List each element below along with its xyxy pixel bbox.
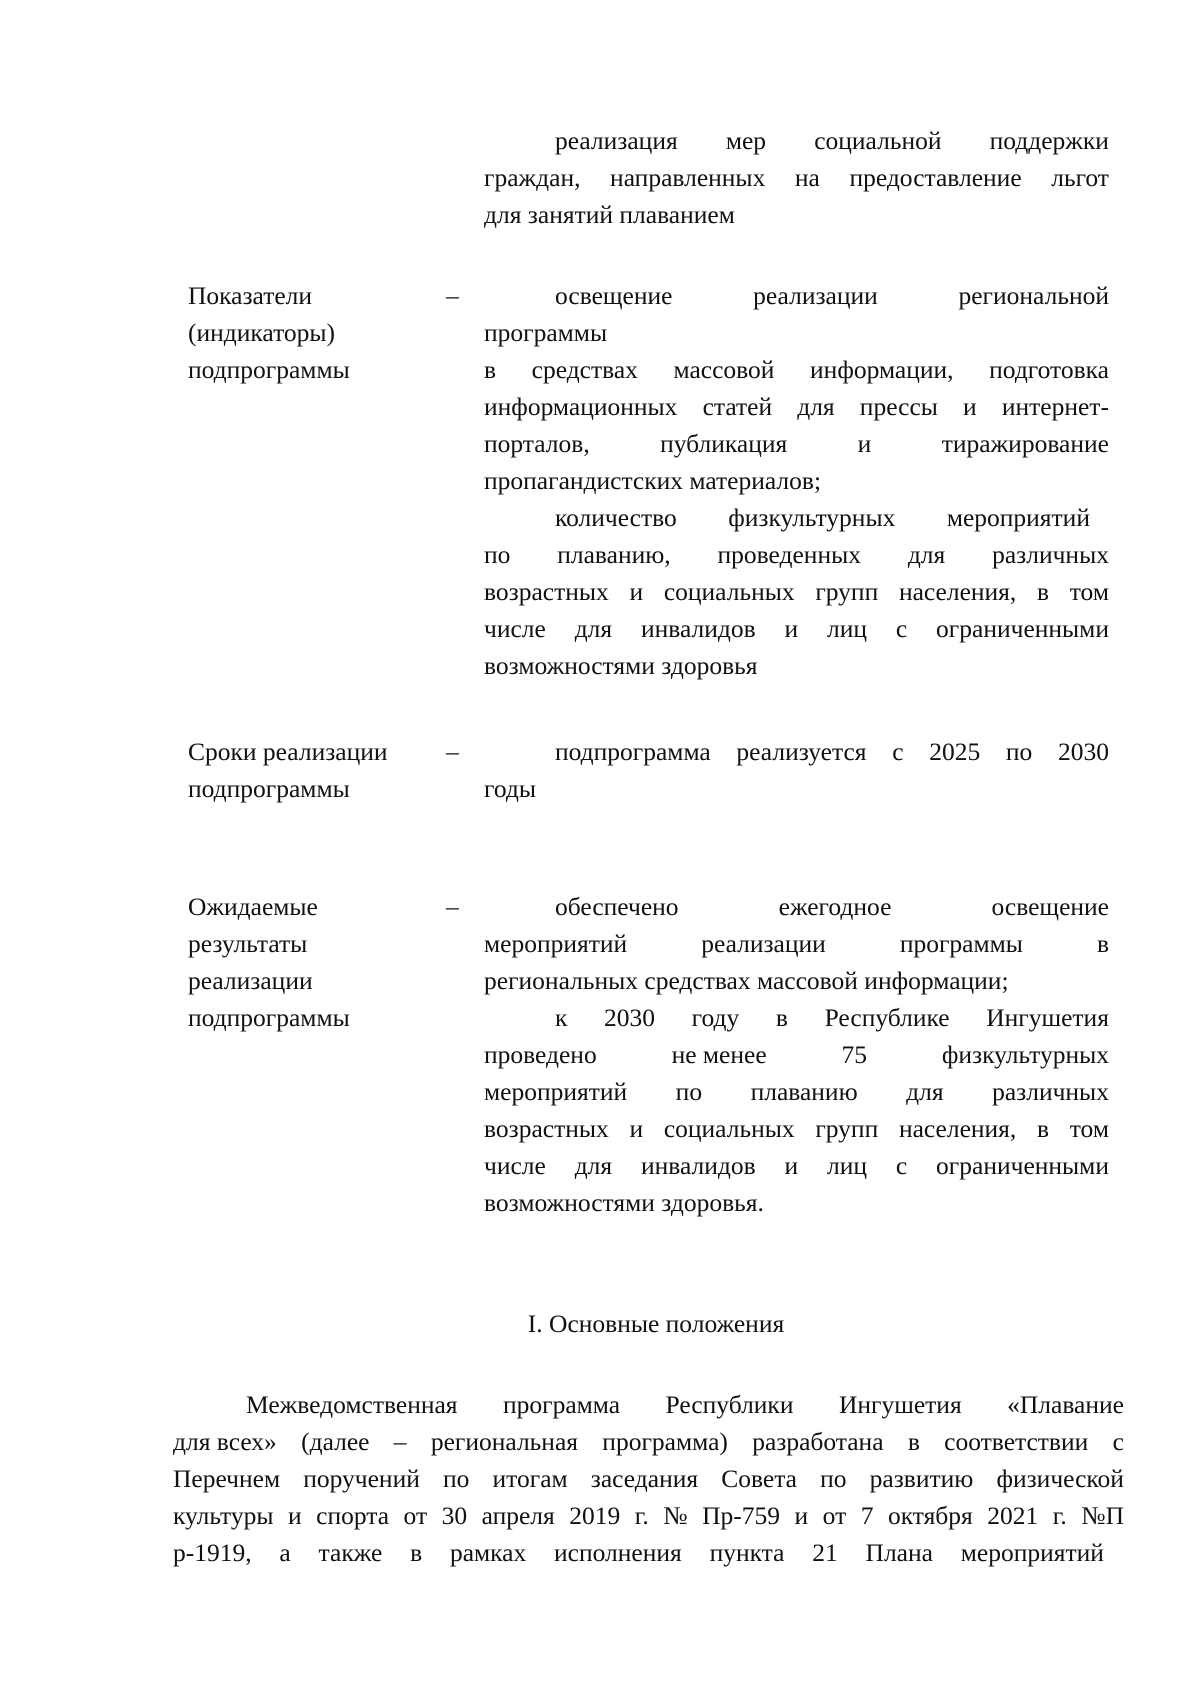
word: и xyxy=(963,392,977,421)
word: возрастных xyxy=(484,1114,609,1143)
word: по xyxy=(1005,737,1033,766)
text-line xyxy=(555,277,1109,314)
word: подпрограмма xyxy=(555,737,711,766)
word: с xyxy=(1112,1427,1124,1456)
word: соответствии xyxy=(944,1427,1089,1456)
word: №П xyxy=(1081,1501,1124,1530)
word: инвалидов xyxy=(640,1151,756,1180)
word: по xyxy=(443,1464,470,1493)
word: заседания xyxy=(590,1464,699,1493)
word: реализации xyxy=(701,929,826,958)
word: а xyxy=(279,1538,291,1567)
word: 2025 xyxy=(929,737,981,766)
paragraph-line xyxy=(173,1460,1124,1497)
word: не менее xyxy=(671,1040,767,1069)
word: октября xyxy=(887,1501,973,1530)
word: с xyxy=(895,614,908,643)
results-label: Ожидаемые xyxy=(188,892,318,921)
word: поручений xyxy=(303,1464,420,1493)
word: статей xyxy=(702,392,773,421)
word: количество xyxy=(555,503,677,532)
word: региональной xyxy=(958,281,1109,310)
word: Межведомственная xyxy=(246,1390,458,1419)
word: социальной xyxy=(814,126,942,155)
word: – xyxy=(393,1427,407,1456)
word: региональная xyxy=(430,1427,578,1456)
word: реализация xyxy=(555,126,678,155)
word: «Плавание xyxy=(1007,1390,1124,1419)
word: различных xyxy=(992,1077,1109,1106)
word: и xyxy=(857,429,872,458)
text-line xyxy=(484,388,1109,425)
text-line xyxy=(484,925,1109,962)
section-heading: I. Основные положения xyxy=(527,1309,785,1338)
word: в xyxy=(484,355,497,384)
word: социальных xyxy=(663,577,795,606)
word: ограниченными xyxy=(936,1151,1109,1180)
text-line xyxy=(484,1147,1109,1184)
word: 75 xyxy=(841,1040,868,1069)
word: и xyxy=(784,614,799,643)
text-line xyxy=(484,573,1109,610)
word: Республики xyxy=(665,1390,794,1419)
paragraph-line xyxy=(173,1534,1104,1571)
word: в xyxy=(1037,1114,1050,1143)
word: предоставление xyxy=(849,163,1022,192)
word: лиц xyxy=(827,614,868,643)
word: исполнения xyxy=(554,1538,682,1567)
word: от xyxy=(403,1501,428,1530)
word: направленных xyxy=(610,163,766,192)
word: Ингушетия xyxy=(986,1003,1109,1032)
word: физической xyxy=(996,1464,1124,1493)
word: рамках xyxy=(449,1538,527,1567)
text-line: пропагандистских материалов; xyxy=(484,466,822,495)
word: том xyxy=(1069,1114,1109,1143)
word: г. xyxy=(634,1501,649,1530)
word: средствах xyxy=(531,355,638,384)
word: и xyxy=(794,1501,809,1530)
text-line xyxy=(484,536,1109,573)
word: и xyxy=(287,1501,302,1530)
word: поддержки xyxy=(989,126,1109,155)
text-line xyxy=(484,1073,1109,1110)
word: в xyxy=(410,1538,423,1567)
word: социальных xyxy=(663,1114,795,1143)
word: от xyxy=(822,1501,847,1530)
word: реализации xyxy=(753,281,878,310)
word: мероприятий xyxy=(960,1538,1104,1567)
word: различных xyxy=(992,540,1109,569)
word: по xyxy=(484,540,511,569)
word: групп xyxy=(815,1114,879,1143)
text-line xyxy=(555,733,1109,770)
word: культуры xyxy=(173,1501,274,1530)
paragraph-line xyxy=(246,1386,1124,1423)
word: и xyxy=(629,577,644,606)
word: итогам xyxy=(492,1464,568,1493)
word: для xyxy=(574,1151,613,1180)
word: массовой xyxy=(673,355,775,384)
paragraph-line xyxy=(173,1497,1124,1534)
dash-separator: – xyxy=(446,737,459,766)
text-line xyxy=(555,122,1109,159)
word: мероприятий xyxy=(484,1077,628,1106)
word: групп xyxy=(815,577,879,606)
word: пункта xyxy=(709,1538,785,1567)
word: числе xyxy=(484,614,546,643)
word: реализуется xyxy=(736,737,867,766)
word: граждан, xyxy=(484,163,581,192)
word: для xyxy=(797,392,835,421)
word: прессы xyxy=(859,392,938,421)
indicators-label: (индикаторы) xyxy=(188,318,335,347)
word: проведено xyxy=(484,1040,597,1069)
word: тиражирование xyxy=(941,429,1109,458)
text-line: годы xyxy=(484,774,536,803)
word: Совета xyxy=(721,1464,797,1493)
word: по xyxy=(820,1464,847,1493)
word: в xyxy=(1037,577,1050,606)
text-line xyxy=(555,499,1090,536)
word: на xyxy=(794,163,820,192)
text-line xyxy=(484,425,1109,462)
word: интернет- xyxy=(1001,392,1109,421)
word: в xyxy=(1096,929,1109,958)
word: и xyxy=(629,1114,644,1143)
text-line xyxy=(484,1036,1109,1073)
word: спорта xyxy=(316,1501,390,1530)
word: плаванию, xyxy=(557,540,671,569)
word: программа) xyxy=(602,1427,728,1456)
word: 30 xyxy=(441,1501,468,1530)
text-line: возможностями здоровья. xyxy=(484,1188,764,1217)
terms-label: подпрограммы xyxy=(188,774,350,803)
word: мероприятий xyxy=(946,503,1090,532)
word: инвалидов xyxy=(640,614,756,643)
word: ежегодное xyxy=(778,892,892,921)
word: для xyxy=(907,540,946,569)
word: р-1919, xyxy=(173,1538,252,1567)
word: 2021 xyxy=(987,1501,1039,1530)
word: Перечнем xyxy=(173,1464,281,1493)
word: подготовка xyxy=(989,355,1109,384)
word: 2030 xyxy=(604,1003,656,1032)
word: возрастных xyxy=(484,577,609,606)
word: лиц xyxy=(827,1151,868,1180)
word: публикация xyxy=(660,429,788,458)
word: для xyxy=(574,614,613,643)
text-line xyxy=(484,159,1109,196)
word: информации, xyxy=(810,355,954,384)
dash-separator: – xyxy=(446,892,459,921)
word: порталов, xyxy=(484,429,590,458)
word: плаванию xyxy=(750,1077,858,1106)
indicators-label: подпрограммы xyxy=(188,355,350,384)
word: мероприятий xyxy=(484,929,628,958)
word: также xyxy=(318,1538,383,1567)
word: освещение xyxy=(991,892,1109,921)
word: разработана xyxy=(752,1427,884,1456)
word: № xyxy=(663,1501,688,1530)
word: физкультурных xyxy=(941,1040,1109,1069)
word: году xyxy=(691,1003,740,1032)
word: 2030 xyxy=(1057,737,1109,766)
text-line xyxy=(484,610,1109,647)
word: населения, xyxy=(898,577,1017,606)
terms-label: Сроки реализации xyxy=(188,737,388,766)
text-line xyxy=(555,888,1109,925)
word: программа xyxy=(503,1390,621,1419)
word: числе xyxy=(484,1151,546,1180)
word: по xyxy=(675,1077,703,1106)
results-label: реализации xyxy=(188,966,313,995)
word: проведенных xyxy=(717,540,861,569)
word: г. xyxy=(1052,1501,1067,1530)
text-line xyxy=(555,999,1109,1036)
word: в xyxy=(775,1003,788,1032)
word: том xyxy=(1069,577,1109,606)
word: и xyxy=(784,1151,799,1180)
word: Пр-759 xyxy=(702,1501,780,1530)
word: развитию xyxy=(869,1464,974,1493)
word: физкультурных xyxy=(728,503,896,532)
word: 21 xyxy=(812,1538,838,1567)
word: программы xyxy=(899,929,1023,958)
word: с xyxy=(895,1151,908,1180)
text-line: для занятий плаванием xyxy=(484,200,735,229)
word: льгот xyxy=(1051,163,1109,192)
text-line: возможностями здоровья xyxy=(484,651,758,680)
word: в xyxy=(907,1427,920,1456)
results-label: результаты xyxy=(188,929,308,958)
dash-separator: – xyxy=(446,281,459,310)
text-line xyxy=(484,1110,1109,1147)
word: информационных xyxy=(484,392,678,421)
indicators-label: Показатели xyxy=(188,281,313,310)
paragraph-line xyxy=(173,1423,1124,1460)
word: освещение xyxy=(555,281,673,310)
word: 7 xyxy=(860,1501,874,1530)
text-line: программы xyxy=(484,318,608,347)
word: обеспечено xyxy=(555,892,679,921)
text-line: региональных средствах массовой информации; xyxy=(484,966,1009,995)
word: для всех» xyxy=(173,1427,277,1456)
word: ограниченными xyxy=(936,614,1109,643)
word: для xyxy=(906,1077,944,1106)
word: мер xyxy=(725,126,767,155)
word: апреля xyxy=(481,1501,555,1530)
word: к xyxy=(555,1003,568,1032)
word: с xyxy=(892,737,904,766)
word: (далее xyxy=(301,1427,370,1456)
word: населения, xyxy=(898,1114,1017,1143)
results-label: подпрограммы xyxy=(188,1003,350,1032)
word: Плана xyxy=(865,1538,933,1567)
word: 2019 xyxy=(569,1501,621,1530)
text-line xyxy=(484,351,1109,388)
word: Республике xyxy=(824,1003,950,1032)
word: Ингушетия xyxy=(838,1390,962,1419)
